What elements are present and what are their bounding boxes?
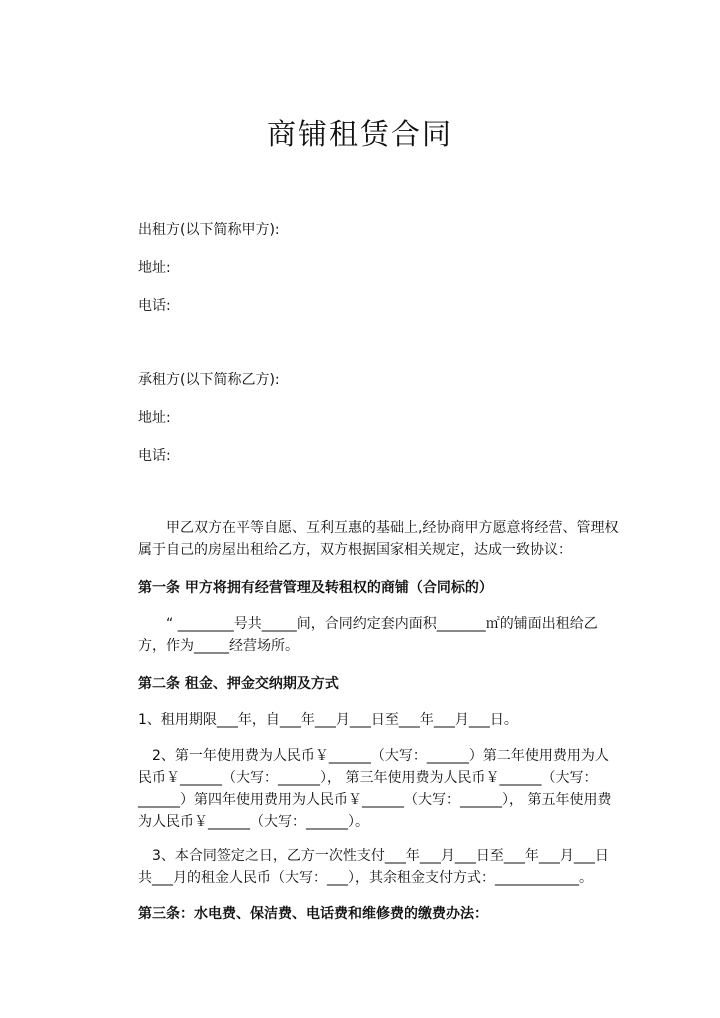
article-2-heading: 第二条 租金、押金交纳期及方式 — [138, 676, 339, 692]
article-2-item-3-text-1: 3、本合同签定之日，乙方一次性支付___年___月___日至___年___月___日 — [152, 848, 609, 864]
article-2-item-2-line-4: 为人民币￥______（大写：______）。 — [138, 814, 369, 830]
preamble-text-1: 甲乙双方在平等自愿、互利互惠的基础上,经协商甲方愿意将经营、管理权 — [166, 520, 619, 536]
article-1-text-1: “ ________号共_____间，合同约定套内面积_______㎡的铺面出租给乙 — [166, 616, 598, 632]
preamble-line-1 — [138, 518, 618, 538]
article-2-item-2-text-1: 2、第一年使用费为人民币￥______（大写：______）第二年使用费用为人 — [152, 748, 609, 764]
article-1-heading: 第一条 甲方将拥有经营管理及转租权的商铺（合同标的） — [138, 580, 493, 596]
lessor-phone-label: 电话: — [138, 298, 171, 314]
document-title: 商铺租赁合同 — [266, 117, 453, 151]
article-3-heading: 第三条：水电费、保洁费、电话费和维修费的缴费办法： — [138, 906, 488, 922]
lessee-phone-label: 电话: — [138, 448, 171, 464]
article-2-item-3-line-1 — [138, 846, 609, 866]
article-2-item-2-line-3: ______）第四年使用费用为人民币￥______（大写：______）， 第五年使用费 — [138, 792, 612, 808]
article-1-line-2: 方，作为_____经营场所。 — [138, 638, 299, 654]
lessee-address-label: 地址: — [138, 410, 171, 426]
lessor-label: 出租方(以下简称甲方): — [138, 222, 280, 238]
article-1-line-1 — [138, 614, 598, 634]
article-2-item-3-line-2: 共___月的租金人民币（大写：___），其余租金支付方式：____________。 — [138, 870, 593, 886]
lessee-label: 承租方(以下简称乙方): — [138, 372, 280, 388]
preamble-line-2: 属于自己的房屋出租给乙方，双方根据国家相关规定，达成一致协议： — [138, 542, 572, 558]
lessor-address-label: 地址: — [138, 260, 171, 276]
article-2-item-2-line-2: 民币￥______（大写：______）， 第三年使用费为人民币￥______（大写： — [138, 770, 598, 786]
article-2-item-1: 1、租用期限___年，自___年___月___日至___年___月___日。 — [138, 712, 518, 728]
article-2-item-2-line-1 — [138, 746, 609, 766]
